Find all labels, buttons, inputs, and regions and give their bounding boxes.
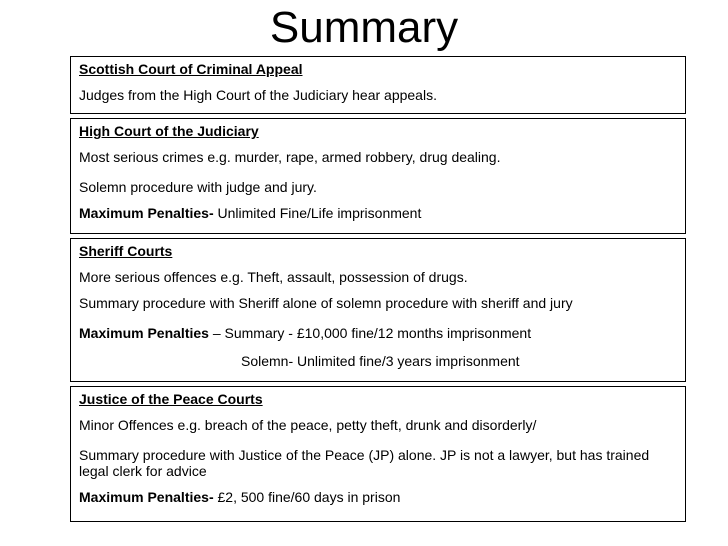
jp-court-box [70, 386, 686, 522]
sheriff-court-offences: More serious offences e.g. Theft, assault, possession of drugs. [79, 269, 468, 285]
high-court-procedure: Solemn procedure with judge and jury. [79, 179, 317, 195]
jp-court-penalties [79, 489, 677, 505]
jp-court-penalties-text: £2, 500 fine/60 days in prison [213, 489, 401, 505]
high-court-penalties-text: Unlimited Fine/Life imprisonment [213, 205, 422, 221]
sheriff-court-box [70, 238, 686, 382]
sheriff-court-penalties-label: Maximum Penalties [79, 325, 209, 341]
sheriff-court-heading: Sheriff Courts [79, 243, 173, 259]
jp-court-penalties-label: Maximum Penalties- [79, 489, 214, 505]
high-court-box [70, 118, 686, 234]
appeal-court-box [70, 56, 686, 114]
page-title: Summary [269, 3, 459, 52]
sheriff-court-penalties-text: – Summary - £10,000 fine/12 months imprisonment [208, 325, 532, 341]
sheriff-court-solemn-penalty: Solemn- Unlimited fine/3 years imprisonment [241, 353, 520, 369]
high-court-heading: High Court of the Judiciary [79, 123, 259, 139]
jp-court-procedure: Summary procedure with Justice of the Peace (JP) alone. JP is not a lawyer, but has trained legal clerk for advice [79, 447, 650, 479]
high-court-penalties-label: Maximum Penalties- [79, 205, 214, 221]
high-court-penalties [79, 205, 677, 221]
jp-court-heading: Justice of the Peace Courts [79, 391, 263, 407]
high-court-crimes: Most serious crimes e.g. murder, rape, armed robbery, drug dealing. [79, 149, 501, 165]
sheriff-court-procedure: Summary procedure with Sheriff alone of solemn procedure with sheriff and jury [79, 295, 573, 311]
appeal-court-heading: Scottish Court of Criminal Appeal [79, 61, 303, 77]
sheriff-court-penalties [79, 325, 677, 341]
appeal-court-line: Judges from the High Court of the Judiciary hear appeals. [79, 87, 437, 103]
jp-court-offences: Minor Offences e.g. breach of the peace, petty theft, drunk and disorderly/ [79, 417, 537, 433]
